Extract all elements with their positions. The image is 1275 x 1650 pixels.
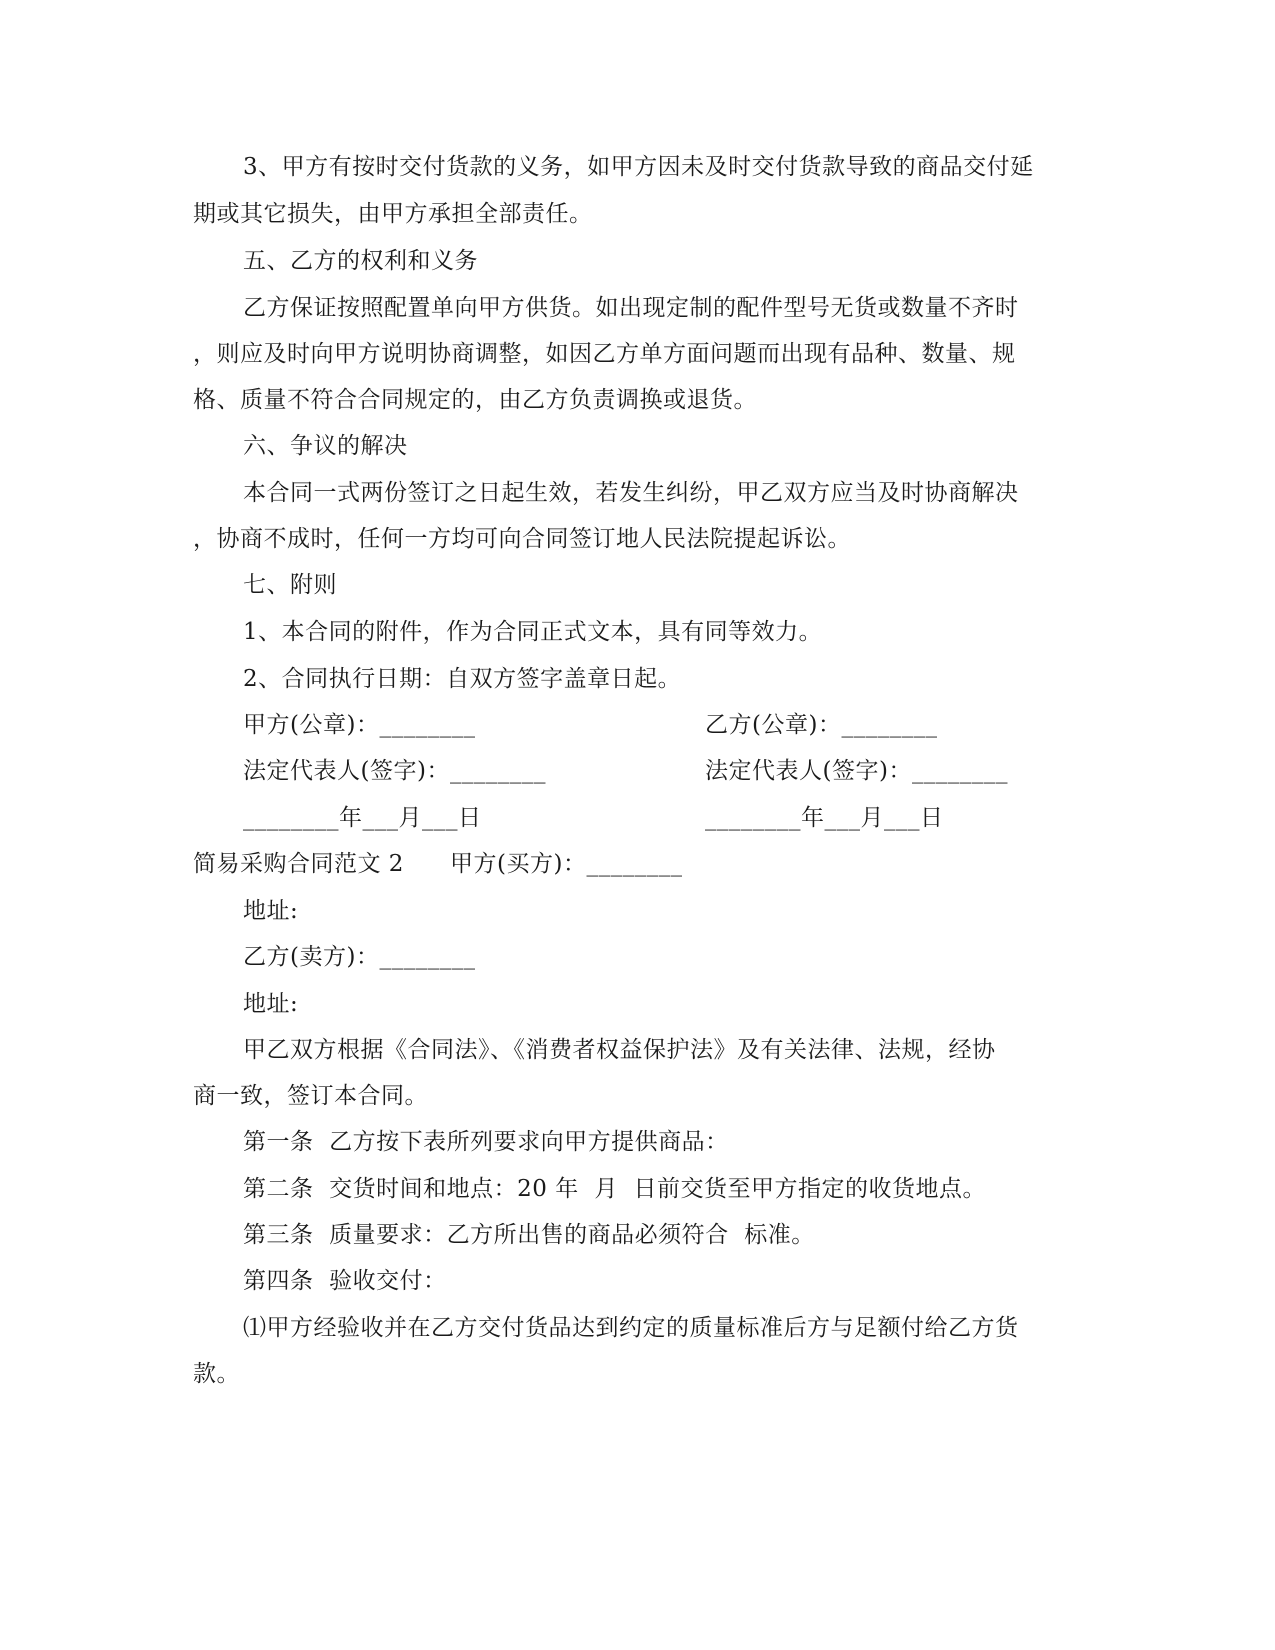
contract-2-title: 简易采购合同范文 2: [193, 851, 404, 877]
clause-3-line-2: 期或其它损失，由甲方承担全部责任。: [193, 201, 593, 227]
article-4-item-1-line-2: 款。: [193, 1361, 240, 1387]
intro-line-2: 商一致，签订本合同。: [193, 1083, 428, 1109]
party-a-date-line: ________年___月___日: [243, 805, 482, 831]
article-4-item-1-line-1: ⑴甲方经验收并在乙方交付货品达到约定的质量标准后方与足额付给乙方货: [243, 1315, 1019, 1341]
section-6-line-1: 本合同一式两份签订之日起生效，若发生纠纷，甲乙双方应当及时协商解决: [243, 480, 1019, 506]
section-5-heading: 五、乙方的权利和义务: [243, 248, 478, 274]
party-a-address: 地址:: [243, 898, 299, 924]
article-4: 第四条 验收交付：: [243, 1268, 447, 1294]
article-1: 第一条 乙方按下表所列要求向甲方提供商品：: [243, 1129, 729, 1155]
party-b-address: 地址:: [243, 991, 299, 1017]
article-3: 第三条 质量要求：乙方所出售的商品必须符合 标准。: [243, 1222, 815, 1248]
clause-3-line-1: 3、甲方有按时交付货款的义务，如甲方因未及时交付货款导致的商品交付延: [243, 154, 1034, 180]
contract-2-party-a: 甲方(买方)：________: [450, 851, 683, 877]
section-7-item-1: 1、本合同的附件，作为合同正式文本，具有同等效力。: [243, 619, 823, 645]
party-b-seller: 乙方(卖方)：________: [243, 944, 476, 970]
party-a-rep-line: 法定代表人(签字)：________: [243, 758, 546, 784]
intro-line-1: 甲乙双方根据《合同法》、《消费者权益保护法》及有关法律、法规，经协: [243, 1037, 996, 1063]
section-6-heading: 六、争议的解决: [243, 433, 408, 459]
party-a-seal-line: 甲方(公章)：________: [243, 712, 476, 738]
article-2: 第二条 交货时间和地点：20 年 月 日前交货至甲方指定的收货地点。: [243, 1176, 986, 1202]
section-7-heading: 七、附则: [243, 572, 337, 598]
section-5-line-1: 乙方保证按照配置单向甲方供货。如出现定制的配件型号无货或数量不齐时: [243, 295, 1019, 321]
party-b-rep-line: 法定代表人(签字)：________: [705, 758, 1008, 784]
party-b-seal-line: 乙方(公章)：________: [705, 712, 938, 738]
section-6-line-2: ，协商不成时，任何一方均可向合同签订地人民法院提起诉讼。: [193, 526, 851, 552]
section-5-line-2: ，则应及时向甲方说明协商调整，如因乙方单方面问题而出现有品种、数量、规: [193, 341, 1016, 367]
section-7-item-2: 2、合同执行日期：自双方签字盖章日起。: [243, 666, 682, 692]
section-5-line-3: 格、质量不符合合同规定的，由乙方负责调换或退货。: [193, 387, 757, 413]
party-b-date-line: ________年___月___日: [705, 805, 944, 831]
